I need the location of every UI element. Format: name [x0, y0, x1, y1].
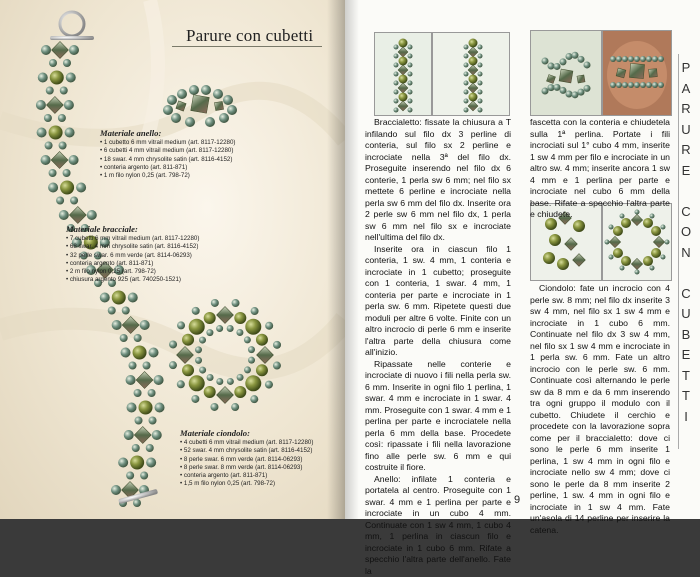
paragraph: Ripassate nelle conterie e incrociate di nuovo i fili nella perla sw. 6 mm. Inserite in ogni filo 1 perlina, 1 swar. 4 mm e incrociate in 1 swar. 4 mm. Proseguite con 1 swar. 4 mm e 1 perlina per parte e incrociatele nella perla 6 mm della base. Procedete così: ripassate i fili nella lavorazione fino alle perle sw. 6 mm e qui costruite il fiore. — [365, 359, 511, 474]
material-item: • 1 cubetto 6 mm vitrail medium (art. 8117-12280) — [100, 139, 235, 147]
vertical-title-letter: E — [676, 161, 696, 182]
page-title: Parure con cubetti — [186, 26, 313, 46]
materials-bracelet — [66, 224, 199, 285]
material-item: • 52 swar. 4 mm chrysolite satin (art. 8116-4152) — [180, 447, 313, 455]
vertical-title-letter: O — [676, 222, 696, 243]
vertical-title-letter: B — [676, 325, 696, 346]
material-item: • 1 m filo nylon 0,25 (art. 798-72) — [100, 172, 235, 180]
vertical-title — [676, 58, 696, 427]
left-page — [0, 0, 345, 519]
material-item: • 7 cubetti 6 mm vitrail medium (art. 8117-12280) — [66, 235, 199, 243]
bracelet-clasp — [50, 12, 94, 40]
vertical-title-letter: C — [676, 284, 696, 305]
material-item: • conteria argento (art. 811-871) — [66, 260, 199, 268]
materials-pendant — [180, 428, 313, 489]
vertical-title-letter — [676, 181, 696, 202]
vertical-title-letter: R — [676, 99, 696, 120]
vertical-title-letter: E — [676, 345, 696, 366]
material-item: • 6 cubetti 4 mm vitrail medium (art. 8117-12280) — [100, 147, 235, 155]
vertical-title-letter: U — [676, 120, 696, 141]
paragraph-ring: Anello: infilate 1 conteria e portatela al centro. Proseguite con 1 swar. 4 mm e 1 perlina per parte e incrociate in un cubo 4 mm. Continuate con 1 sw 4 mm, 1 cubo 4 mm, 1 perlina in ciascun filo e incrociate in 1 cubo 6 mm. Rifate a specchio l'altra parte dell'anello. Fate la — [365, 474, 511, 577]
material-item: • conteria argento (art. 811-871) — [180, 472, 313, 480]
step-photo-2 — [432, 32, 510, 116]
material-item: • 8 perle swar. 6 mm verde (art. 8114-06293) — [180, 456, 313, 464]
materials-ring — [100, 128, 235, 180]
vertical-title-letter: A — [676, 79, 696, 100]
paragraph: Inserite ora in ciascun filo 1 conteria, 1 sw. 4 mm, 1 conteria e incrociate in 1 cubetto; proseguite con 1 conteria, 1 swar. 4 mm, 1 conteria per parte e incrociate in 1 perla sw. 6 mm. Ripetete questi due moduli per altre 6 volte. Finite con un altro incrocio di perle 6 mm e inserite l'altra parte della chiusura come all'inizio. — [365, 244, 511, 359]
vertical-title-letter: P — [676, 58, 696, 79]
vertical-title-letter: R — [676, 140, 696, 161]
vertical-title-letter: I — [676, 407, 696, 428]
step-photo-1 — [374, 32, 432, 116]
title-rule — [172, 46, 322, 47]
materials-bracelet-heading: Materiale bracciale: — [66, 224, 199, 234]
step-photo-ring-worn — [602, 30, 672, 116]
material-item: • 8 perle swar. 8 mm verde (art. 8114-06293) — [180, 464, 313, 472]
vertical-title-letter: N — [676, 243, 696, 264]
material-item: • chiusura argento 925 (art. 740250-1521) — [66, 276, 199, 284]
material-item: • 4 cubetti 6 mm vitrail medium (art. 8117-12280) — [180, 439, 313, 447]
vertical-title-letter: U — [676, 304, 696, 325]
vertical-title-letter: T — [676, 366, 696, 387]
material-item: • 18 swar. 4 mm chrysolite satin (art. 8116-4152) — [100, 156, 235, 164]
paragraph-pendant: Ciondolo: fate un incrocio con 4 perle sw. 8 mm; nel filo dx inserite 3 sw 4 mm, nel filo sx 1 sw 4 mm e incrociate in 1 cubo 6 mm. Continuate nel filo dx 3 sw 4 mm, nel filo sx 1 sw 4 mm e incrociate in 1 perla sw. 6 mm. Fate un altro incrocio con le perle sw. 6 mm. Continuate così alternando le perle sw da 8 mm e da 6 mm inserendo tra ogni gruppo il modulo con il cubetto. Chiudete il cerchio e procedete con la lavorazione sopra come per il braccialetto: dove ci sono le perle 6 mm inserite 1 perlina, 1 sw 4 mm in ogni filo e incrociate nello sw 4 mm; dove ci sono le perle da 8 mm inserite 2 perline, 1 sw. 4 mm in ogni filo e incrociate in 1 sw 4 mm. Fate un'asola di 14 perline per inserire la catena. — [530, 283, 670, 536]
materials-ring-heading: Materiale anello: — [100, 128, 235, 138]
material-item: • 32 perle swar. 6 mm verde (art. 8114-06293) — [66, 252, 199, 260]
material-item: • 2 m filo nylon 0,25 (art. 798-72) — [66, 268, 199, 276]
paragraph: fascetta con la conteria e chiudetela sulla 1ª perlina. Portate i fili incrociati sul 1° cubo 4 mm, inserite 1 sw 4 mm per filo e incrociate in un altro sw. 4 mm; inserite ancora 1 sw 4 mm e 1 perlina per parte e incrociate nel cubo 6 mm della base. Rifate a specchio l'altra parte e chiudete. — [530, 117, 670, 221]
instructions-column-1 — [365, 117, 511, 577]
vertical-title-letter: C — [676, 202, 696, 223]
material-item: • conteria argento (art. 811-871) — [100, 164, 235, 172]
step-photo-ring-1 — [530, 30, 602, 116]
instructions-column-2a — [530, 117, 670, 221]
vertical-title-letter — [676, 263, 696, 284]
material-item: • 68 swar. 4 mm chrysolite satin (art. 8116-4152) — [66, 243, 199, 251]
instructions-column-2b — [530, 283, 670, 536]
vertical-title-letter: T — [676, 386, 696, 407]
materials-pendant-heading: Materiale ciondolo: — [180, 428, 313, 438]
material-item: • 1,5 m filo nylon 0,25 (art. 798-72) — [180, 480, 313, 488]
page-number: 9 — [514, 494, 520, 506]
paragraph-bracelet: Braccialetto: fissate la chiusura a T infilando sul filo dx 3 perline di conteria, sul filo sx 2 perline e incrociate nella 3ª del filo dx. Proseguite inserendo nel filo dx 6 conterie, 1 perla sw 6 mm; nel filo sx mettete 6 perline e incrociate nella perla sw 6 mm del filo dx. Inserite ora 2 perle sw 6 mm nel filo dx, 1 perla sw 6 mm nel filo sx e incrociate nell'ultima del filo dx. — [365, 117, 511, 244]
